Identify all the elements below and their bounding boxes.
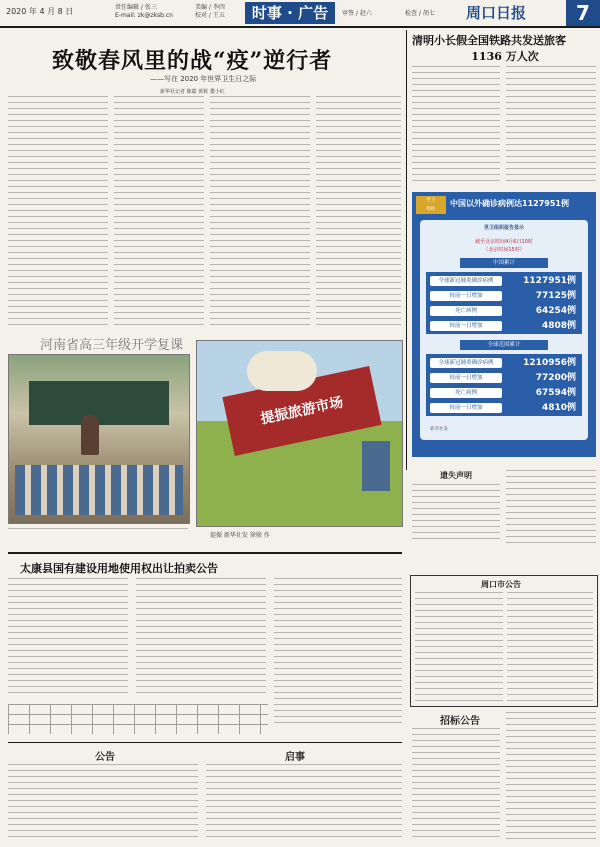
- stat-row: 较前一日增加 77200例: [426, 371, 582, 385]
- stat-row: 较前一日增加 4810例: [426, 401, 582, 415]
- land-top-rule: [8, 552, 402, 554]
- students: [15, 465, 183, 515]
- china-header: 中国累计: [460, 258, 548, 268]
- bulletin-box: [410, 575, 598, 707]
- issue-date: 2020 年 4 月 8 日: [6, 7, 74, 16]
- covid-stats-graphic: [412, 192, 596, 457]
- teacher: [81, 415, 99, 455]
- stats-panel: [420, 220, 588, 440]
- editor-info: 责任编辑 / 张三 E-mail: zk@zksb.cn: [115, 4, 173, 19]
- lead-byline: 新华社记者 陈聪 黄筱 董小红: [160, 89, 225, 95]
- qishi-title: 启事: [285, 752, 305, 763]
- china-stats: [426, 272, 582, 334]
- newspaper-logo: 周口日报: [466, 4, 527, 22]
- signpost: [362, 441, 390, 491]
- bulletin-body: [415, 592, 503, 702]
- poster-illustration: [196, 340, 403, 527]
- reviewer-info: 审签 / 赵六: [342, 10, 372, 17]
- loss-notice-body-2: [506, 470, 596, 544]
- stats-title: 中国以外确诊病例达1127951例: [450, 199, 569, 208]
- bulletin-body-2: [507, 592, 593, 702]
- land-table: [8, 704, 268, 734]
- land-column-3: [274, 578, 402, 728]
- global-stats: [426, 354, 582, 416]
- page-number: 7: [566, 0, 600, 26]
- stats-source: 新华社发: [430, 427, 448, 432]
- loss-notice-body: [412, 484, 500, 544]
- lead-headline: 致敬春风里的战“疫”逆行者: [52, 48, 333, 74]
- proof-info: 检查 / 胡七: [405, 10, 435, 17]
- bottom-rule: [8, 742, 402, 743]
- bottom-notice-title: 公告: [95, 752, 115, 763]
- stat-row: 死亡病例 64254例: [426, 304, 582, 318]
- stat-row: 全球新冠肺炎确诊病例 1210956例: [426, 356, 582, 370]
- land-auction-title: 太康县国有建设用地使用权出让拍卖公告: [20, 562, 218, 575]
- land-column-1: [8, 578, 128, 698]
- school-title: 河南省高三年级开学复课: [40, 338, 184, 353]
- qishi-body: [206, 764, 402, 840]
- lead-column-3: [210, 96, 310, 326]
- land-column-2: [136, 578, 266, 698]
- tender-body-2: [506, 712, 596, 840]
- page-header: [0, 0, 600, 28]
- lead-subtitle: ——写在 2020 年世界卫生日之际: [150, 75, 257, 83]
- stats-badge: 世卫 组织: [416, 196, 446, 214]
- stat-row: 死亡病例 67594例: [426, 386, 582, 400]
- bottom-notice-body: [8, 764, 198, 840]
- vertical-divider: [406, 30, 407, 470]
- bulletin-title: 周口市公告: [481, 580, 521, 589]
- design-info: 美编 / 李四 校对 / 王五: [195, 4, 225, 19]
- tender-title: 招标公告: [440, 716, 480, 727]
- lead-column-2: [114, 96, 204, 326]
- tourism-banner: 提振旅游市场: [222, 366, 381, 456]
- section-title: 时事 · 广告: [245, 2, 335, 24]
- stat-row: 较前一日增加 4808例: [426, 319, 582, 333]
- tender-body: [412, 728, 500, 840]
- blackboard: [29, 381, 169, 425]
- global-header: 全球范围累计: [460, 340, 548, 350]
- lead-column-4: [316, 96, 401, 326]
- railway-column-2: [506, 66, 596, 186]
- railway-headline: 清明小长假全国铁路共发送旅客 1136 万人次: [412, 34, 566, 63]
- stat-row: 全球新冠肺炎确诊病例 1127951例: [426, 274, 582, 288]
- stat-row: 较前一日增加 77125例: [426, 289, 582, 303]
- poster-caption: 提振 新华社发 徐骏 作: [210, 532, 270, 539]
- railway-column-1: [412, 66, 500, 186]
- stats-time: 截至北京时间4月6日10时: [475, 239, 533, 245]
- lead-column-1: [8, 96, 108, 326]
- loss-notice-title: 遗失声明: [440, 471, 472, 480]
- figures: [247, 351, 317, 391]
- stats-time-note: （北京时间15时）: [483, 247, 525, 253]
- stats-subtitle: 世卫组织报告显示: [483, 225, 524, 231]
- school-caption: [8, 522, 188, 534]
- school-photo: [8, 354, 190, 524]
